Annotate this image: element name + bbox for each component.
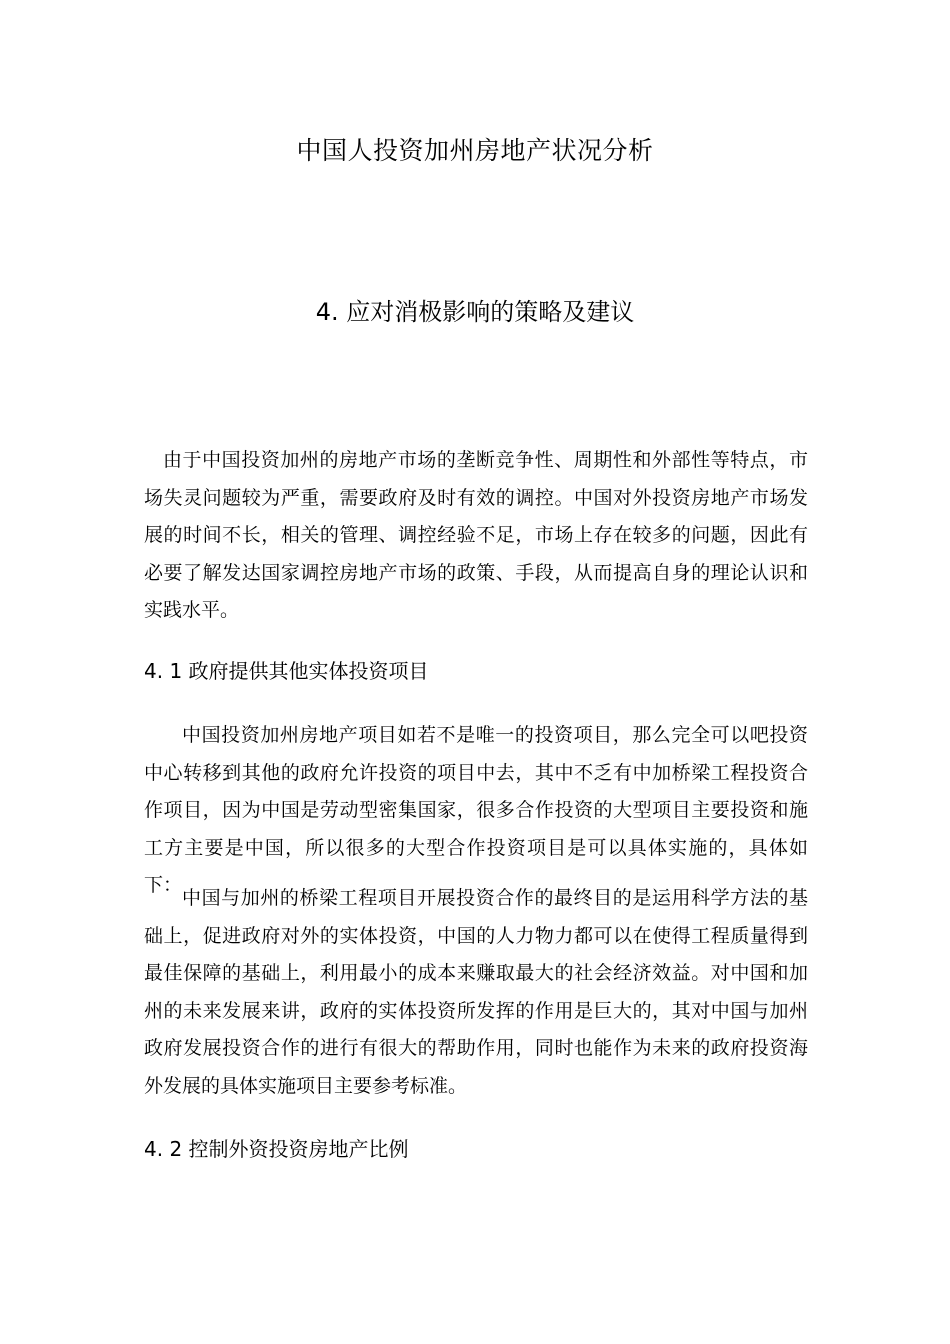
section-heading-4-1: 4. 1 政府提供其他实体投资项目 bbox=[144, 659, 429, 683]
intro-paragraph: 由于中国投资加州的房地产市场的垄断竞争性、周期性和外部性等特点，市场失灵问题较为严重，需要政府及时有效的调控。中国对外投资房地产市场发展的时间不长，相关的管理、调控经验不足，市场上存在较多的问题，因此有必要了解发达国家调控房地产市场的政策、手段，从而提高自身的理论认识和实践水平。 bbox=[144, 449, 808, 621]
chapter-title: 4. 应对消极影响的策略及建议 bbox=[315, 298, 635, 326]
section-4-1-paragraph-1: 中国投资加州房地产项目如若不是唯一的投资项目，那么完全可以吧投资中心转移到其他的政府允许投资的项目中去，其中不乏有中加桥梁工程投资合作项目，因为中国是劳动型密集国家，很多合作投资的大型项目主要投资和施工方主要是中国，所以很多的大型合作投资项目是可以具体实施的，具体如下： bbox=[144, 724, 808, 896]
section-heading-4-2: 4. 2 控制外资投资房地产比例 bbox=[144, 1137, 409, 1161]
section-4-1-paragraph-2: 中国与加州的桥梁工程项目开展投资合作的最终目的是运用科学方法的基础上，促进政府对外的实体投资，中国的人力物力都可以在使得工程质量得到最佳保障的基础上，利用最小的成本来赚取最大的社会经济效益。对中国和加州的未来发展来讲，政府的实体投资所发挥的作用是巨大的，其对中国与加州政府发展投资合作的进行有很大的帮助作用，同时也能作为未来的政府投资海外发展的具体实施项目主要参考标准。 bbox=[144, 887, 808, 1097]
document-title: 中国人投资加州房地产状况分析 bbox=[296, 136, 654, 165]
